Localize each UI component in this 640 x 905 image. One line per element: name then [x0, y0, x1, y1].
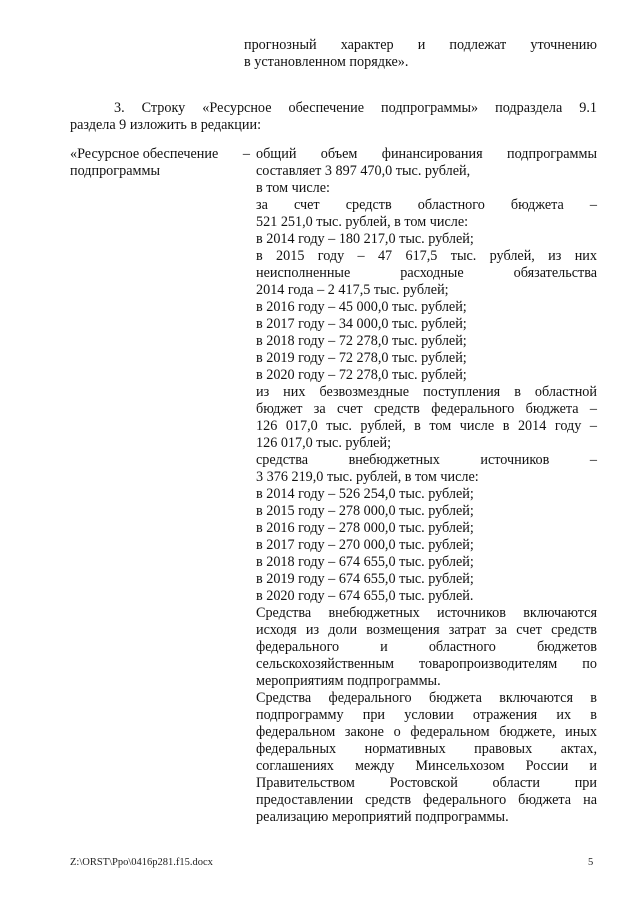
text-line: соглашениях между Минсельхозом России и: [256, 758, 597, 774]
text-line: 2014 года – 2 417,5 тыс. рублей;: [256, 282, 449, 298]
text-line: 3 376 219,0 тыс. рублей, в том числе:: [256, 469, 479, 485]
text-line: в 2020 году – 674 655,0 тыс. рублей.: [256, 588, 474, 604]
text-line: реализацию мероприятий подпрограммы.: [256, 809, 509, 825]
text-line: в 2015 году – 47 617,5 тыс. рублей, из них: [256, 248, 597, 264]
text-line: федерального и областного бюджетов: [256, 639, 597, 655]
label-dash: –: [242, 146, 250, 162]
text-line: прогнозный характер и подлежат уточнению: [244, 37, 597, 53]
text-line: Средства внебюджетных источников включаются: [256, 605, 597, 621]
text-line: сельскохозяйственным товаропроизводителям по: [256, 656, 597, 672]
text-line: исходя из доли возмещения затрат за счет средств: [256, 622, 597, 638]
text-line: федеральном законе о федеральном бюджете, иных: [256, 724, 597, 740]
text-line: Средства федерального бюджета включаются в: [256, 690, 597, 706]
continuation-text: [244, 37, 597, 71]
footer-file-path: Z:\ORST\Ppo\0416p281.f15.docx: [70, 857, 213, 868]
text-line: 3. Строку «Ресурсное обеспечение подпрограммы» подраздела 9.1: [114, 100, 597, 116]
text-line: неисполненные расходные обязательства: [256, 265, 597, 281]
text-line: в 2016 году – 278 000,0 тыс. рублей;: [256, 520, 474, 536]
text-line: в 2016 году – 45 000,0 тыс. рублей;: [256, 299, 467, 315]
table-row-content: [256, 146, 597, 826]
text-line: федеральных нормативных правовых актах,: [256, 741, 597, 757]
text-line: бюджет за счет средств федерального бюджета –: [256, 401, 597, 417]
label-text: «Ресурсное обеспечение: [70, 146, 219, 162]
text-line: общий объем финансирования подпрограммы: [256, 146, 597, 162]
text-line: мероприятиям подпрограммы.: [256, 673, 441, 689]
text-line: Правительством Ростовской области при: [256, 775, 597, 791]
text-line: в 2017 году – 34 000,0 тыс. рублей;: [256, 316, 467, 332]
text-line: подпрограмму при условии отражения их в: [256, 707, 597, 723]
text-line: 126 017,0 тыс. рублей;: [256, 435, 392, 451]
text-line: в установленном порядке».: [244, 54, 409, 70]
text-line: в 2017 году – 270 000,0 тыс. рублей;: [256, 537, 474, 553]
text-line: в том числе:: [256, 180, 330, 196]
text-line: за счет средств областного бюджета –: [256, 197, 597, 213]
text-line: средства внебюджетных источников –: [256, 452, 597, 468]
text-line: раздела 9 изложить в редакции:: [70, 117, 262, 133]
label-text: подпрограммы: [70, 163, 160, 179]
text-line: 521 251,0 тыс. рублей, в том числе:: [256, 214, 469, 230]
table-row-label: [70, 146, 250, 180]
text-line: предоставлении средств федерального бюджета на: [256, 792, 597, 808]
text-line: в 2018 году – 72 278,0 тыс. рублей;: [256, 333, 467, 349]
text-line: в 2018 году – 674 655,0 тыс. рублей;: [256, 554, 474, 570]
text-line: в 2020 году – 72 278,0 тыс. рублей;: [256, 367, 467, 383]
text-line: из них безвозмездные поступления в областной: [256, 384, 597, 400]
page-number: 5: [588, 857, 594, 868]
text-line: в 2015 году – 278 000,0 тыс. рублей;: [256, 503, 474, 519]
text-line: 126 017,0 тыс. рублей, в том числе в 2014 году –: [256, 418, 597, 434]
text-line: в 2014 году – 526 254,0 тыс. рублей;: [256, 486, 474, 502]
item-paragraph: [70, 100, 597, 134]
text-line: в 2019 году – 72 278,0 тыс. рублей;: [256, 350, 467, 366]
text-line: в 2019 году – 674 655,0 тыс. рублей;: [256, 571, 474, 587]
text-line: в 2014 году – 180 217,0 тыс. рублей;: [256, 231, 474, 247]
text-line: составляет 3 897 470,0 тыс. рублей,: [256, 163, 471, 179]
